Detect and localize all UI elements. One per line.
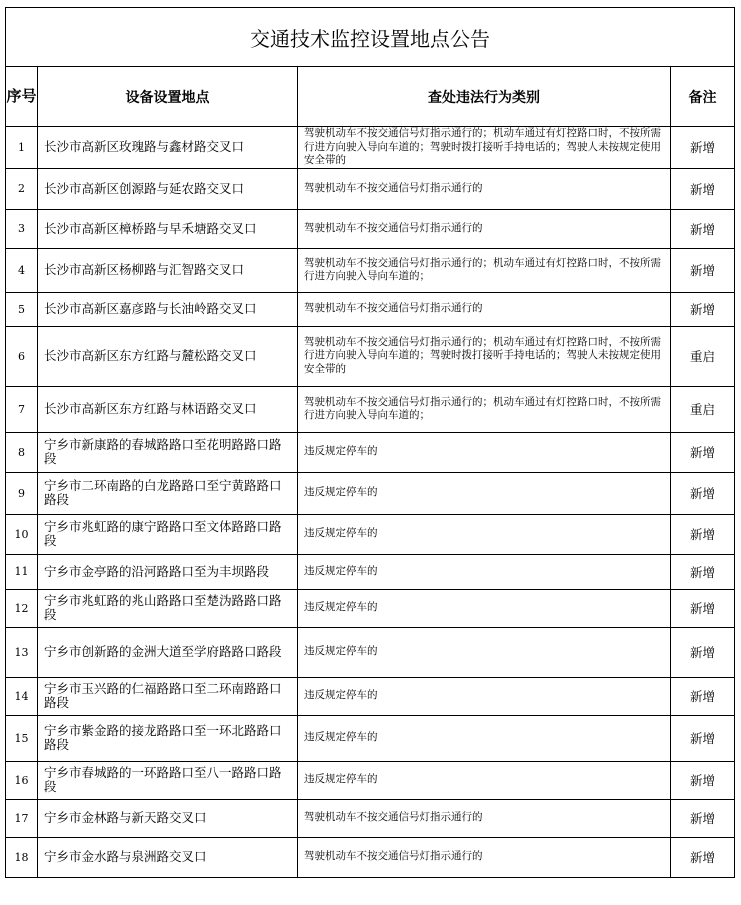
row-violation: 违反规定停车的 bbox=[298, 677, 671, 715]
table-row bbox=[6, 589, 735, 627]
row-location: 长沙市高新区东方红路与林语路交叉口 bbox=[38, 386, 298, 432]
row-location: 长沙市高新区玫瑰路与鑫材路交叉口 bbox=[38, 127, 298, 169]
table-row bbox=[6, 326, 735, 386]
row-violation: 驾驶机动车不按交通信号灯指示通行的 bbox=[298, 209, 671, 248]
row-location: 宁乡市春城路的一环路路口至八一路路口路段 bbox=[38, 761, 298, 799]
header-violation: 查处违法行为类别 bbox=[298, 67, 671, 127]
row-violation: 违反规定停车的 bbox=[298, 514, 671, 554]
row-location: 长沙市高新区创源路与延农路交叉口 bbox=[38, 168, 298, 209]
header-row bbox=[6, 67, 735, 127]
row-location: 宁乡市新康路的春城路路口至花明路路口路段 bbox=[38, 432, 298, 472]
table-row bbox=[6, 677, 735, 715]
row-number: 1 bbox=[6, 127, 38, 169]
row-number: 15 bbox=[6, 715, 38, 761]
row-note: 重启 bbox=[671, 386, 735, 432]
row-number: 10 bbox=[6, 514, 38, 554]
table-row bbox=[6, 432, 735, 472]
row-number: 3 bbox=[6, 209, 38, 248]
table-row bbox=[6, 837, 735, 877]
row-violation: 驾驶机动车不按交通信号灯指示通行的 bbox=[298, 292, 671, 326]
row-number: 9 bbox=[6, 472, 38, 514]
row-location: 长沙市高新区东方红路与麓松路交叉口 bbox=[38, 326, 298, 386]
header-seq: 序号 bbox=[6, 67, 38, 127]
row-note: 新增 bbox=[671, 292, 735, 326]
table-row bbox=[6, 799, 735, 837]
row-location: 长沙市高新区嘉彦路与长油岭路交叉口 bbox=[38, 292, 298, 326]
row-location: 宁乡市金水路与泉洲路交叉口 bbox=[38, 837, 298, 877]
table-row bbox=[6, 168, 735, 209]
table-row bbox=[6, 292, 735, 326]
row-number: 4 bbox=[6, 248, 38, 292]
page-title: 交通技术监控设置地点公告 bbox=[6, 8, 735, 67]
row-note: 重启 bbox=[671, 326, 735, 386]
row-violation: 违反规定停车的 bbox=[298, 432, 671, 472]
row-violation: 驾驶机动车不按交通信号灯指示通行的；机动车通过有灯控路口时，不按所需行进方向驶入导向车道的；驾驶时拨打接听手持电话的；驾驶人未按规定使用安全带的 bbox=[298, 127, 671, 169]
row-violation: 驾驶机动车不按交通信号灯指示通行的 bbox=[298, 168, 671, 209]
row-number: 6 bbox=[6, 326, 38, 386]
table-row bbox=[6, 386, 735, 432]
row-location: 宁乡市金亭路的沿河路路口至为丰坝路段 bbox=[38, 554, 298, 589]
row-note: 新增 bbox=[671, 209, 735, 248]
row-note: 新增 bbox=[671, 761, 735, 799]
row-location: 宁乡市兆虹路的兆山路路口至楚沩路路口路段 bbox=[38, 589, 298, 627]
row-location: 宁乡市玉兴路的仁福路路口至二环南路路口路段 bbox=[38, 677, 298, 715]
table-row bbox=[6, 514, 735, 554]
row-note: 新增 bbox=[671, 432, 735, 472]
row-violation: 违反规定停车的 bbox=[298, 761, 671, 799]
table-row bbox=[6, 761, 735, 799]
table-row bbox=[6, 209, 735, 248]
row-location: 长沙市高新区樟桥路与早禾塘路交叉口 bbox=[38, 209, 298, 248]
header-location: 设备设置地点 bbox=[38, 67, 298, 127]
row-location: 宁乡市二环南路的白龙路路口至宁黄路路口路段 bbox=[38, 472, 298, 514]
row-violation: 驾驶机动车不按交通信号灯指示通行的；机动车通过有灯控路口时，不按所需行进方向驶入导向车道的； bbox=[298, 248, 671, 292]
monitoring-table bbox=[5, 7, 735, 878]
row-violation: 驾驶机动车不按交通信号灯指示通行的；机动车通过有灯控路口时，不按所需行进方向驶入导向车道的；驾驶时拨打接听手持电话的；驾驶人未按规定使用安全带的 bbox=[298, 326, 671, 386]
row-location: 宁乡市金林路与新天路交叉口 bbox=[38, 799, 298, 837]
row-violation: 驾驶机动车不按交通信号灯指示通行的 bbox=[298, 837, 671, 877]
row-violation: 违反规定停车的 bbox=[298, 627, 671, 677]
title-row bbox=[6, 8, 735, 67]
row-location: 宁乡市兆虹路的康宁路路口至文体路路口路段 bbox=[38, 514, 298, 554]
row-number: 17 bbox=[6, 799, 38, 837]
row-note: 新增 bbox=[671, 248, 735, 292]
row-violation: 违反规定停车的 bbox=[298, 715, 671, 761]
row-number: 5 bbox=[6, 292, 38, 326]
row-location: 宁乡市紫金路的接龙路路口至一环北路路口路段 bbox=[38, 715, 298, 761]
row-violation: 违反规定停车的 bbox=[298, 589, 671, 627]
table-row bbox=[6, 627, 735, 677]
row-violation: 驾驶机动车不按交通信号灯指示通行的 bbox=[298, 799, 671, 837]
row-note: 新增 bbox=[671, 677, 735, 715]
row-note: 新增 bbox=[671, 472, 735, 514]
row-location: 宁乡市创新路的金洲大道至学府路路口路段 bbox=[38, 627, 298, 677]
row-note: 新增 bbox=[671, 514, 735, 554]
table-row bbox=[6, 248, 735, 292]
row-number: 8 bbox=[6, 432, 38, 472]
row-note: 新增 bbox=[671, 799, 735, 837]
row-note: 新增 bbox=[671, 554, 735, 589]
table-row bbox=[6, 472, 735, 514]
row-note: 新增 bbox=[671, 837, 735, 877]
announcement-document bbox=[5, 7, 734, 878]
table-row bbox=[6, 554, 735, 589]
row-note: 新增 bbox=[671, 168, 735, 209]
row-number: 2 bbox=[6, 168, 38, 209]
row-violation: 违反规定停车的 bbox=[298, 554, 671, 589]
table-row bbox=[6, 127, 735, 169]
table-row bbox=[6, 715, 735, 761]
row-number: 11 bbox=[6, 554, 38, 589]
row-location: 长沙市高新区杨柳路与汇智路交叉口 bbox=[38, 248, 298, 292]
row-number: 16 bbox=[6, 761, 38, 799]
row-violation: 驾驶机动车不按交通信号灯指示通行的；机动车通过有灯控路口时，不按所需行进方向驶入导向车道的； bbox=[298, 386, 671, 432]
row-number: 12 bbox=[6, 589, 38, 627]
row-note: 新增 bbox=[671, 127, 735, 169]
header-note: 备注 bbox=[671, 67, 735, 127]
row-number: 18 bbox=[6, 837, 38, 877]
row-violation: 违反规定停车的 bbox=[298, 472, 671, 514]
row-note: 新增 bbox=[671, 715, 735, 761]
row-note: 新增 bbox=[671, 627, 735, 677]
row-number: 14 bbox=[6, 677, 38, 715]
row-note: 新增 bbox=[671, 589, 735, 627]
row-number: 7 bbox=[6, 386, 38, 432]
row-number: 13 bbox=[6, 627, 38, 677]
